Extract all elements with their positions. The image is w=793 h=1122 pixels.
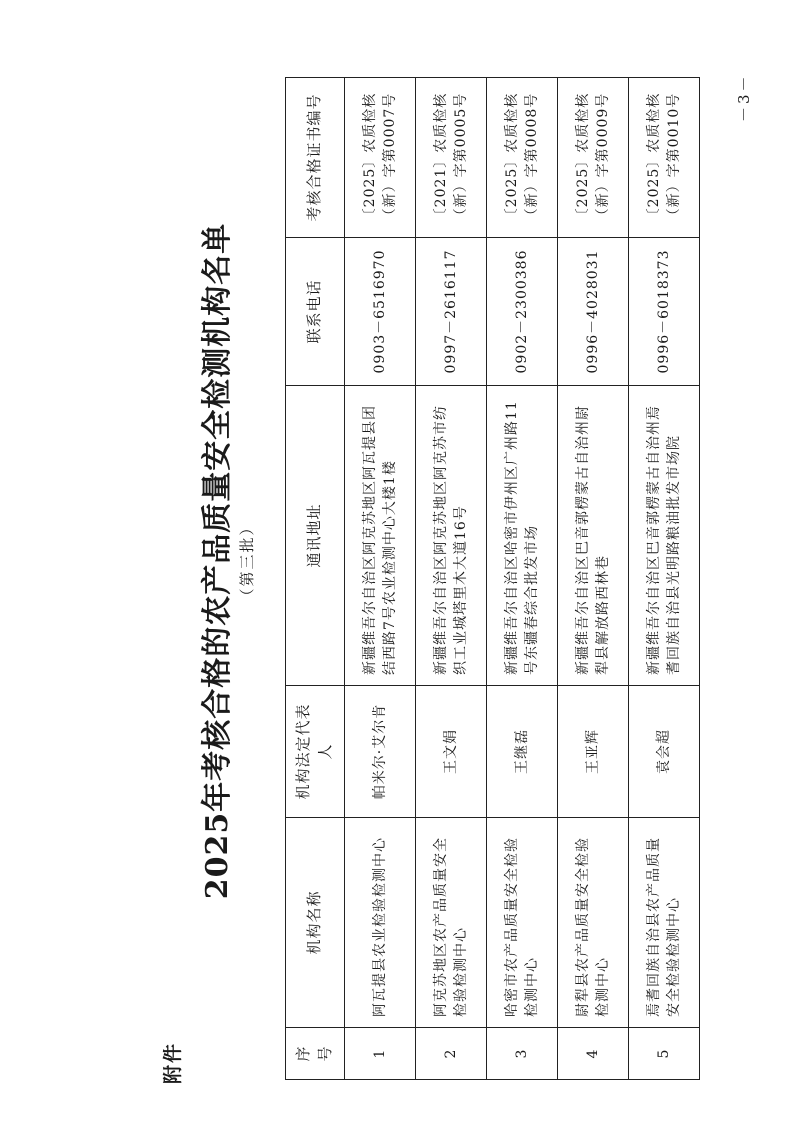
cell-phone: 0996－6018373 (629, 238, 700, 386)
cell-legal-rep: 王继磊 (487, 686, 558, 818)
cell-phone: 0996－4028031 (558, 238, 629, 386)
cell-org-name: 焉耆回族自治县农产品质量安全检验检测中心 (629, 818, 700, 1028)
cell-cert-no: 〔2025〕农质检核（新）字第0007号 (345, 78, 416, 238)
cell-no: 3 (487, 1028, 558, 1080)
cell-address: 新疆维吾尔自治区阿克苏地区阿瓦提县团结西路7号农业检测中心大楼1楼 (345, 386, 416, 686)
header-org-name: 机构名称 (286, 818, 345, 1028)
page-number: －3－ (735, 73, 753, 122)
table-row (629, 78, 700, 1080)
cell-cert-no: 〔2025〕农质检核（新）字第0008号 (487, 78, 558, 238)
table-row (345, 78, 416, 1080)
cell-org-name: 哈密市农产品质量安全检验检测中心 (487, 818, 558, 1028)
page-subtitle: （第三批） (238, 518, 256, 604)
cell-legal-rep: 帕米尔·艾尔肯 (345, 686, 416, 818)
cell-org-name: 阿克苏地区农产品质量安全检验检测中心 (416, 818, 487, 1028)
cell-cert-no: 〔2021〕农质检核（新）字第0005号 (416, 78, 487, 238)
cell-address: 新疆维吾尔自治区哈密市伊州区广州路11号东疆春综合批发市场 (487, 386, 558, 686)
cell-no: 4 (558, 1028, 629, 1080)
cell-address: 新疆维吾尔自治区巴音郭楞蒙古自治州尉犁县解放路西林巷 (558, 386, 629, 686)
cell-no: 2 (416, 1028, 487, 1080)
attachment-label: 附件 (162, 1041, 184, 1084)
table-row (487, 78, 558, 1080)
cell-cert-no: 〔2025〕农质检核（新）字第0010号 (629, 78, 700, 238)
table-row (558, 78, 629, 1080)
header-no: 序号 (286, 1028, 345, 1080)
cell-phone: 0903－6516970 (345, 238, 416, 386)
header-cert-no: 考核合格证书编号 (286, 78, 345, 238)
table-header-row (286, 78, 345, 1080)
institution-table (285, 77, 700, 1080)
cell-org-name: 尉犁县农产品质量安全检验检测中心 (558, 818, 629, 1028)
table-row (416, 78, 487, 1080)
cell-phone: 0997－2616117 (416, 238, 487, 386)
page-title: 2025年考核合格的农产品质量安全检测机构名单 (200, 222, 235, 900)
cell-org-name: 阿瓦提县农业检验检测中心 (345, 818, 416, 1028)
cell-legal-rep: 袁会超 (629, 686, 700, 818)
cell-address: 新疆维吾尔自治区阿克苏地区阿克苏市纺织工业城塔里木大道16号 (416, 386, 487, 686)
cell-phone: 0902－2300386 (487, 238, 558, 386)
header-address: 通讯地址 (286, 386, 345, 686)
cell-no: 1 (345, 1028, 416, 1080)
cell-address: 新疆维吾尔自治区巴音郭楞蒙古自治州焉耆回族自治县光明路粮油批发市场院 (629, 386, 700, 686)
header-phone: 联系电话 (286, 238, 345, 386)
cell-legal-rep: 王亚辉 (558, 686, 629, 818)
cell-cert-no: 〔2025〕农质检核（新）字第0009号 (558, 78, 629, 238)
cell-no: 5 (629, 1028, 700, 1080)
header-legal-rep: 机构法定代表人 (286, 686, 345, 818)
cell-legal-rep: 王文娟 (416, 686, 487, 818)
